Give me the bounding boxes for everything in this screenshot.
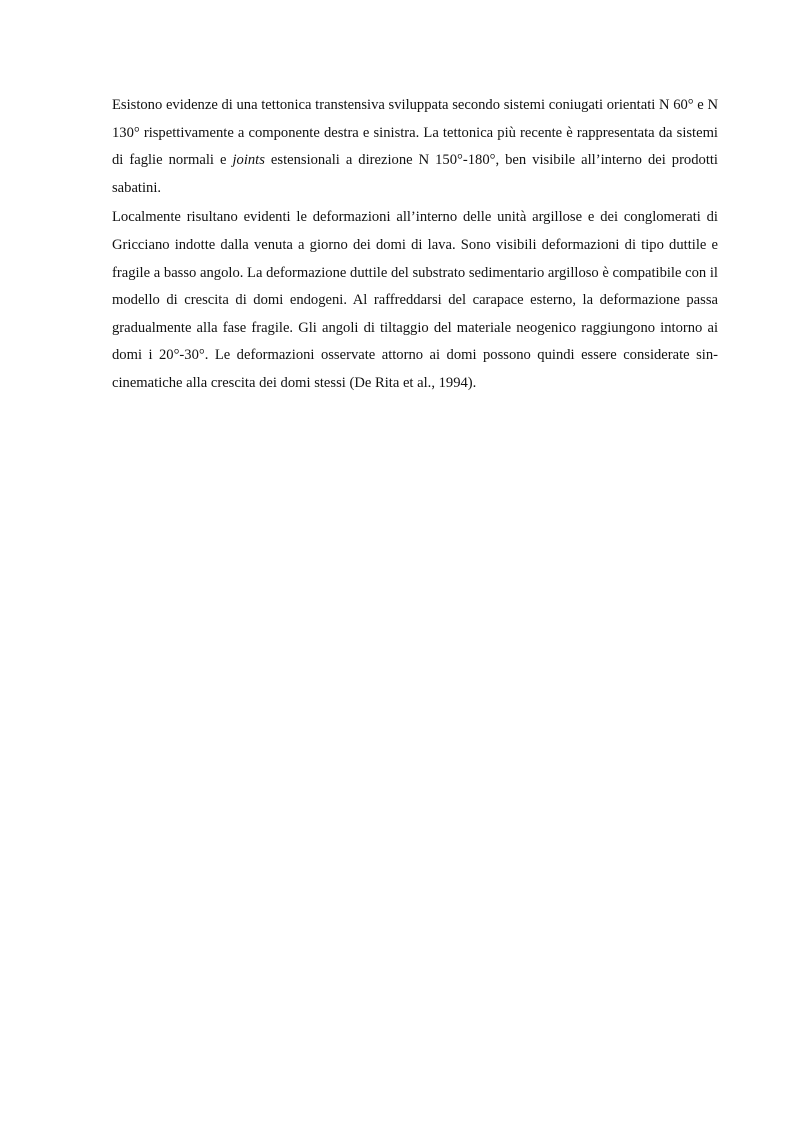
paragraph-tectonics-emphasis-joints: joints — [232, 152, 265, 169]
body-text — [112, 92, 718, 398]
paragraph-deformations: Localmente risultano evidenti le deformazioni all’interno delle unità argillose e dei conglomerati di Gricciano indotte dalla venuta a giorno dei domi di lava. Sono visibili deformazioni di tipo duttile e fragile a basso angolo. La deformazione duttile del substrato sedimentario argilloso è compatibile con il modello di crescita di domi endogeni. Al raffreddarsi del carapace esterno, la deformazione passa gradualmente alla fase fragile. Gli angoli di tiltaggio del materiale neogenico raggiungono intorno ai domi i 20°-30°. Le deformazioni osservate attorno ai domi possono quindi essere considerate sin-cinematiche alla crescita dei domi stessi (De Rita et al., 1994). — [112, 209, 718, 391]
paragraph-tectonics — [112, 92, 718, 202]
paragraph-tectonics-text-start: Esistono evidenze di una tettonica transtensiva sviluppata secondo sistemi coniugati orientati N 60° e N 130° rispettivamente a componente destra e sinistra. La tettonica più recente è rappresentata da sistemi di faglie normali e — [112, 97, 718, 169]
paragraph-tectonics-text-end: estensionali a direzione N 150°-180°, ben visibile all’interno dei prodotti sabatini. — [112, 152, 718, 196]
